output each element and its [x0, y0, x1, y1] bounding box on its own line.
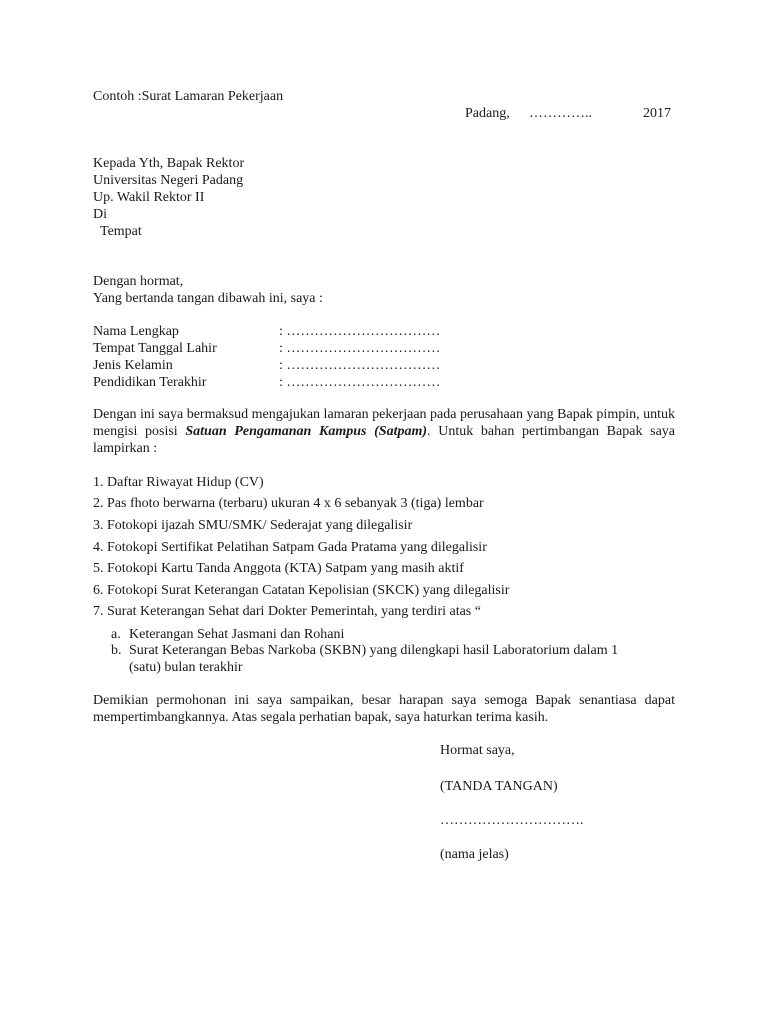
field-label: Nama Lengkap — [93, 324, 179, 339]
sub-item-text: Keterangan Sehat Jasmani dan Rohani — [129, 627, 345, 642]
field-label: Tempat Tanggal Lahir — [93, 341, 217, 356]
sub-item-text: Surat Keterangan Bebas Narkoba (SKBN) yang dilengkapi hasil Laboratorium dalam 1 — [129, 643, 619, 658]
recipient-line: Up. Wakil Rektor II — [93, 190, 205, 205]
recipient-line: Tempat — [100, 224, 142, 239]
list-item: 3. Fotokopi ijazah SMU/SMK/ Sederajat yang dilegalisir — [93, 518, 413, 533]
sub-item-marker: a. — [111, 627, 121, 642]
signature-name: (nama jelas) — [440, 847, 509, 862]
list-item: 4. Fotokopi Sertifikat Pelatihan Satpam Gada Pratama yang dilegalisir — [93, 540, 487, 555]
recipient-line: Kepada Yth, Bapak Rektor — [93, 156, 245, 171]
field-value: : …………………………… — [279, 341, 441, 356]
recipient-line: Universitas Negeri Padang — [93, 173, 244, 188]
list-item: 2. Pas fhoto berwarna (terbaru) ukuran 4 x 6 sebanyak 3 (tiga) lembar — [93, 496, 484, 511]
closing-paragraph: Demikian permohonan ini saya sampaikan, besar harapan saya semoga Bapak senantiasa dapat mempertimbangkannya. Atas segala perhatian bapak, saya haturkan terima kasih. — [93, 693, 675, 725]
field-label: Jenis Kelamin — [93, 358, 173, 373]
position-name: Satuan Pengamanan Kampus (Satpam) — [185, 424, 428, 439]
body-text: . Untuk bahan pertimbangan Bapak saya lampirkan : — [93, 424, 675, 456]
date-blank: ………….. — [529, 106, 592, 121]
date-city: Padang, — [465, 106, 510, 121]
document-title: Contoh :Surat Lamaran Pekerjaan — [93, 89, 284, 104]
field-value: : …………………………… — [279, 375, 441, 390]
sub-item-text: (satu) bulan terakhir — [129, 660, 243, 675]
body-paragraph — [93, 406, 675, 457]
list-item: 6. Fotokopi Surat Keterangan Catatan Kepolisian (SKCK) yang dilegalisir — [93, 583, 510, 598]
recipient-line: Di — [93, 207, 107, 222]
field-value: : …………………………… — [279, 324, 441, 339]
list-item: 5. Fotokopi Kartu Tanda Anggota (KTA) Satpam yang masih aktif — [93, 561, 464, 576]
body-text: Dengan ini saya bermaksud mengajukan lamaran pekerjaan pada perusahaan yang Bapak pimpin, untuk mengisi posisi — [93, 407, 675, 439]
signature-placeholder: (TANDA TANGAN) — [440, 779, 558, 794]
list-item: 1. Daftar Riwayat Hidup (CV) — [93, 475, 264, 490]
sub-item-marker: b. — [111, 643, 122, 658]
greeting: Dengan hormat, — [93, 274, 184, 289]
signature-salutation: Hormat saya, — [440, 743, 515, 758]
list-item: 7. Surat Keterangan Sehat dari Dokter Pemerintah, yang terdiri atas “ — [93, 604, 481, 619]
field-value: : …………………………… — [279, 358, 441, 373]
intro-line: Yang bertanda tangan dibawah ini, saya : — [93, 291, 323, 306]
field-label: Pendidikan Terakhir — [93, 375, 207, 390]
signature-dots: …………………………. — [440, 813, 584, 828]
date-year: 2017 — [643, 106, 671, 121]
